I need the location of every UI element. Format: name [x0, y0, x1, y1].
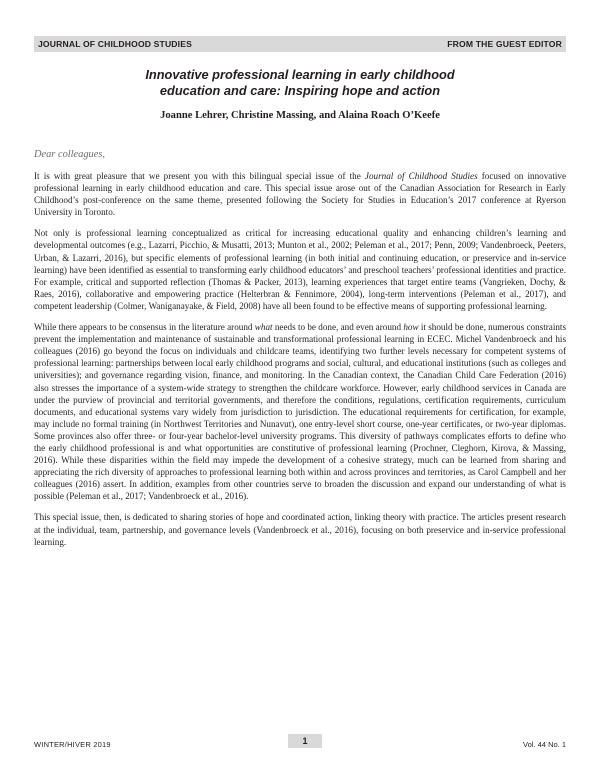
running-header — [34, 36, 566, 52]
emphasis-how: how — [403, 322, 419, 333]
paragraph-4: This special issue, then, is dedicated to sharing stories of hope and coordinated action, linking theory with practice. The articles present research at the individual, team, partnership, and governance levels (Vandenbroeck et al., 2016), focusing on both preservice and in-service professional learning. — [34, 512, 566, 547]
page-number: 1 — [288, 734, 322, 748]
paragraph-3-text-c: it should be done, numerous constraints prevent the implementation and maintenance of sustainable and transformational professional learning in ECEC. Michel Vandenbroeck and his colleagues (2016) go beyond the focus on individuals and childcare teams, identifying two further levels necessary for competent systems of professional learning: partnerships between local early childhood programs and social, cultural, and educational institutions (such as colleges and universities); and governance regarding vision, finance, and monitoring. In the Canadian context, the Canadian Child Care Federation (2016) also stresses the importance of a system-wide strategy to strengthen the childcare workforce. However, early childhood services in Canada are under the purview of provincial and territorial governments, and therefore the conditions, regulations, certification requirements, curriculum documents, and educational systems vary widely from jurisdiction to jurisdiction. The educational requirements for certification, for example, may include no formal training (in Northwest Territories and Nunavut), one entry-level short course, one-year certificates, or two-year diplomas. Some provinces also offer three- or four-year bachelor-level university programs. This diversity of pathways complicates efforts to define who the early childhood professional is and what opportunities are constitutive of professional learning (Prochner, Cleghorn, Kirova, & Massing, 2016). While these disparities within the field may impede the development of a cohesive strategy, much can be learned from sharing and appreciating the rich diversity of approaches to professional learning both within and across provinces and territories, as Carol Campbell and her colleagues (2016) assert. In addition, examples from other countries serve to broaden the discussion and expand our understanding of what is possible (Peleman et al., 2017; Vandenbroeck et al., 2016). — [34, 322, 567, 502]
volume-number: Vol. 44 No. 1 — [523, 740, 566, 749]
page-footer — [34, 734, 566, 754]
journal-name: JOURNAL OF CHILDHOOD STUDIES — [38, 39, 192, 49]
title-line-2: education and care: Inspiring hope and action — [159, 83, 441, 98]
article-body — [34, 170, 566, 557]
paragraph-1-text-a: It is with great pleasure that we present you with this bilingual special issue of the — [34, 171, 365, 181]
section-name: FROM THE GUEST EDITOR — [447, 39, 562, 49]
emphasis-what: what — [254, 322, 273, 333]
issue-date: WINTER/HIVER 2019 — [34, 740, 111, 749]
paragraph-3-text-a: While there appears to be consensus in the literature around — [34, 322, 255, 333]
paragraph-1 — [34, 170, 566, 218]
paragraph-1-text-b: focused on innovative professional learning in early childhood education and care. This special issue arose out of the Canadian Association for Research in Early Childhood’s post-conference on the same theme, presented following the Society for Studies in Education’s 2017 conference at Ryerson University in Toronto. — [34, 171, 567, 218]
paragraph-3 — [34, 321, 566, 502]
title-line-1: Innovative professional learning in early childhood — [145, 67, 455, 82]
article-title — [60, 67, 540, 99]
author-list: Joanne Lehrer, Christine Massing, and Alaina Roach O’Keefe — [160, 110, 440, 121]
salutation: Dear colleagues, — [34, 149, 105, 160]
paragraph-3-text-b: needs to be done, and even around — [272, 322, 404, 333]
journal-title-italic: Journal of Childhood Studies — [364, 171, 478, 181]
paragraph-2: Not only is professional learning conceptualized as critical for increasing educational quality and enhancing children’s learning and developmental outcomes (e.g., Lazarri, Picchio, & Musatti, 2013; Munton et al., 2002; Peleman et al., 2017; Penn, 2009; Vandenbroeck, Peeters, Urban, & Lazarri, 2016), but specific elements of professional learning (in both initial and continuing education, or preservice and in-service learning) have been identified as essential to transforming early childhood educators’ and preschool teachers’ professional identities and practice. For example, critical and supported reflection (Thomas & Packer, 2013), learning experiences that target entire teams (Vangrieken, Dochy, & Raes, 2016), collaborative and empowering practice (Helterbran & Fennimore, 2004), long-term interventions (Peleman et al., 2017), and competent leadership (Colmer, Waniganayake, & Field, 2008) have all been found to be effective means of supporting professional learning. — [34, 228, 566, 311]
